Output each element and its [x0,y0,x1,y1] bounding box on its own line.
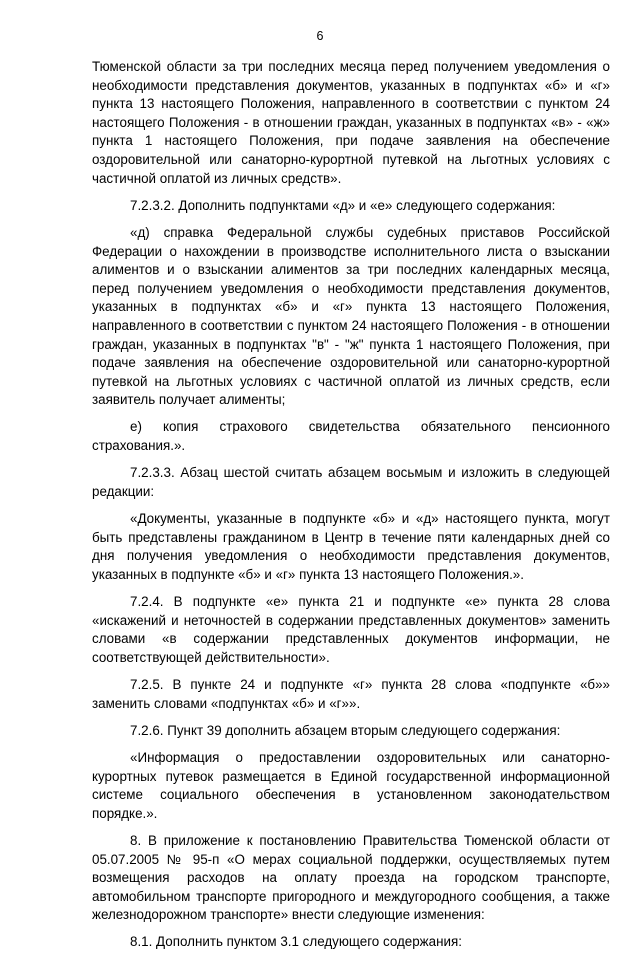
paragraph-7-2-3-3: 7.2.3.3. Абзац шестой считать абзацем восьмым и изложить в следующей редакции: [92,465,610,499]
paragraph-information-quote: «Информация о предоставлении оздоровительных или санаторно-курортных путевок размещается в Единой государственной информационной системе социального обеспечения в установленном законодательством порядке.». [92,749,610,821]
paragraph-8-1: 8.1. Дополнить пунктом 3.1 следующего содержания: [130,934,462,950]
paragraph-7-2-6: 7.2.6. Пункт 39 дополнить абзацем вторым следующего содержания: [130,722,561,738]
paragraph-subpoint-d: «д) справка Федеральной службы судебных приставов Российской Федерации о нахождении в производстве исполнительного листа о взыскании алиментов и о взыскании алиментов за три последних календарных месяца, перед получением уведомления о необходимости представления документов, указанных в подпунктах «б» и «г» пункта 13 настоящего Положения, направленного в соответствии с пунктом 24 настоящего Положения - в отношении граждан, указанных в подпунктах "в" - "ж" пункта 1 настоящего Положения, при подаче заявления на обеспечение оздоровительной или санаторно-курортной путевкой на льготных условиях с частичной оплатой из личных средств, если заявитель получает алименты; [92,224,610,408]
paragraph-continuation: Тюменской области за три последних месяца перед получением уведомления о необходимости представления документов, указанных в подпунктах «б» и «г» пункта 13 настоящего Положения, направленного в соответствии с пунктом 24 настоящего Положения - в отношении граждан, указанных в подпунктах «в» - «ж» пункта 1 настоящего Положения, при подаче заявления на обеспечение оздоровительной или санаторно-курортной путевкой на льготных условиях с частичной оплатой из личных средств». [92,59,610,186]
paragraph-7-2-5: 7.2.5. В пункте 24 и подпункте «г» пункта 28 слова «подпункте «б»» заменить словами «подпунктах «б» и «г»». [92,676,610,711]
paragraph-7-2-3-2: 7.2.3.2. Дополнить подпунктами «д» и «е» следующего содержания: [130,197,556,213]
paragraph-subpoint-e: е) копия страхового свидетельства обязательного пенсионного страхования.». [92,419,610,454]
document-body [92,58,610,961]
paragraph-7-2-4: 7.2.4. В подпункте «е» пункта 21 и подпункте «е» пункта 28 слова «искажений и неточностей в содержании представленных документов» заменить словами «в содержании представленных документов информации, не соответствующей действительности». [92,594,610,665]
paragraph-documents-quote: «Документы, указанные в подпункте «б» и «д» настоящего пункта, могут быть представлены гражданином в Центр в течение пяти календарных дней со дня получения уведомления о необходимости представления документов, указанных в подпункте «б» и «г» пункта 13 настоящего Положения.». [92,511,610,582]
page-number: 6 [316,29,324,43]
paragraph-8: 8. В приложение к постановлению Правительства Тюменской области от 05.07.2005 № 95-п «О мерах социальной поддержки, осуществляемых путем возмещения расходов на оплату проезда на городском транспорте, автомобильном транспорте пригородного и междугородного сообщения, а также железнодорожном транспорте» внести следующие изменения: [92,832,610,923]
